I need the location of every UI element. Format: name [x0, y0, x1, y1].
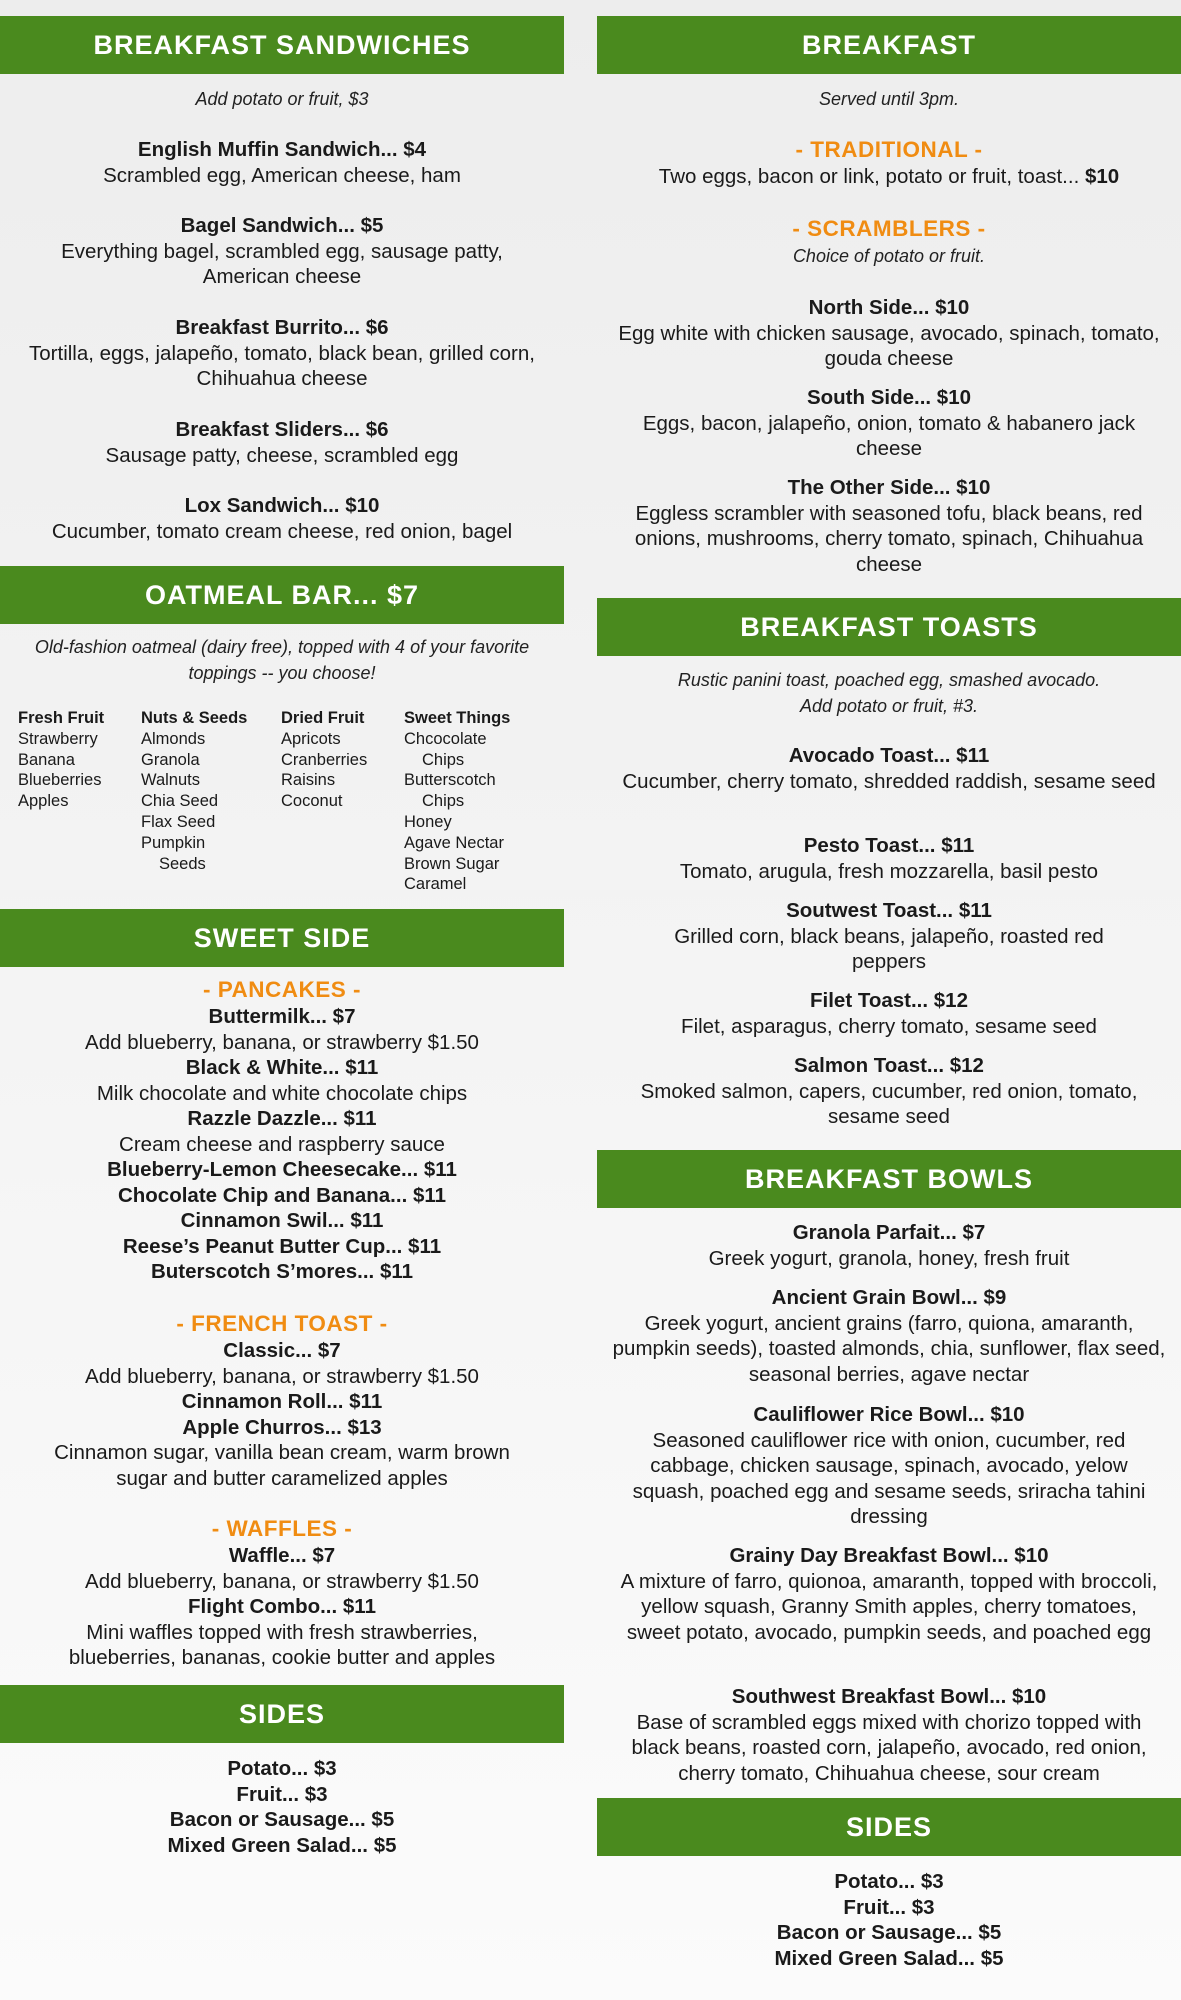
traditional-line: [597, 164, 1181, 190]
item-name: Cinnamon Roll... $11: [181, 1390, 383, 1413]
item-name: The Other Side... $10: [787, 476, 991, 499]
topping: Apples: [18, 792, 69, 811]
menu-item: [597, 988, 1181, 1039]
item-desc: Eggless scrambler with seasoned tofu, black beans, red onions, mushrooms, cherry tomato, spinach, Chihuahua cheese: [634, 501, 1144, 576]
item-name: Soutwest Toast... $11: [786, 899, 992, 922]
menu-item: [597, 833, 1181, 884]
topping: Seeds: [159, 854, 206, 873]
item-desc: Add blueberry, banana, or strawberry $1.50: [85, 1569, 479, 1593]
item-name: Chocolate Chip and Banana... $11: [117, 1183, 447, 1207]
topping: Coconut: [281, 792, 343, 811]
sides-header: [0, 1685, 564, 1743]
menu-item: [0, 315, 564, 392]
item-name: Flight Combo... $11: [188, 1595, 376, 1618]
item-desc: Cinnamon sugar, vanilla bean cream, warm brown sugar and butter caramelized apples: [54, 1441, 510, 1490]
item-name: Waffle... $7: [228, 1544, 336, 1567]
item-desc: Tortilla, eggs, jalapeño, tomato, black bean, grilled corn, Chihuahua cheese: [29, 341, 535, 390]
item-desc: Eggs, bacon, jalapeño, onion, tomato & habanero jack cheese: [642, 411, 1136, 460]
menu-item: [597, 1285, 1181, 1387]
breakfast-header: [597, 16, 1181, 74]
section-title: BREAKFAST SANDWICHES: [93, 29, 471, 60]
item-name: North Side... $10: [808, 296, 970, 319]
section-title: BREAKFAST TOASTS: [740, 611, 1038, 642]
item-desc: Scrambled egg, American cheese, ham: [103, 163, 461, 187]
menu-item: [0, 417, 564, 468]
topping: Brown Sugar: [404, 854, 500, 873]
section-title: BREAKFAST BOWLS: [745, 1163, 1033, 1194]
item-desc: Egg white with chicken sausage, avocado, spinach, tomato, gouda cheese: [618, 321, 1160, 370]
side-item: Bacon or Sausage... $5: [776, 1921, 1002, 1944]
item-name: Grainy Day Breakfast Bowl... $10: [729, 1544, 1049, 1567]
item-desc: Filet, asparagus, cherry tomato, sesame seed: [681, 1014, 1097, 1038]
section-title: SIDES: [845, 1811, 933, 1842]
toppings-fresh-fruit: [18, 708, 104, 812]
toppings-heading: Dried Fruit: [281, 709, 365, 727]
item-name: Salmon Toast... $12: [794, 1054, 984, 1077]
oatmeal-bar-header: [0, 566, 564, 624]
menu-item: [0, 493, 564, 544]
item-desc: Add blueberry, banana, or strawberry $1.50: [85, 1364, 479, 1388]
topping: Blueberries: [18, 771, 102, 790]
toppings-nuts-seeds: [141, 708, 247, 874]
side-item: Mixed Green Salad... $5: [774, 1946, 1004, 1970]
topping: Agave Nectar: [404, 833, 504, 852]
scramblers-note: Choice of potato or fruit.: [792, 246, 986, 266]
toasts-note: [597, 667, 1181, 719]
menu-item: [0, 213, 564, 290]
side-item: Potato... $3: [834, 1870, 944, 1893]
item-name: Breakfast Burrito... $6: [175, 316, 389, 339]
item-desc: Smoked salmon, capers, cucumber, red onion, tomato, sesame seed: [640, 1079, 1138, 1128]
oatmeal-note: Old-fashion oatmeal (dairy free), topped with 4 of your favorite toppings -- you choose!: [34, 637, 530, 683]
item-name: Bagel Sandwich... $5: [180, 214, 384, 237]
item-name: Southwest Breakfast Bowl... $10: [731, 1685, 1047, 1708]
menu-item: [597, 295, 1181, 372]
item-desc: Greek yogurt, ancient grains (farro, quiona, amaranth, pumpkin seeds), toasted almonds, chia, sunflower, flax seed, seasonal berries, agave nectar: [612, 1311, 1166, 1386]
item-name: Buttermilk... $7: [208, 1005, 356, 1028]
topping: Chips: [422, 750, 465, 769]
item-name: South Side... $10: [806, 386, 972, 409]
item-name: English Muffin Sandwich... $4: [137, 138, 427, 161]
breakfast-bowls-header: [597, 1150, 1181, 1208]
item-name: Razzle Dazzle... $11: [187, 1107, 377, 1130]
topping: Banana: [18, 750, 75, 769]
topping: Chips: [422, 792, 465, 811]
sides-header: [597, 1798, 1181, 1856]
breakfast-sandwiches-header: [0, 16, 564, 74]
item-desc: Sausage patty, cheese, scrambled egg: [105, 443, 459, 467]
item-desc: Grilled corn, black beans, jalapeño, roasted red peppers: [674, 924, 1104, 973]
menu-item: [597, 1220, 1181, 1271]
item-desc: Milk chocolate and white chocolate chips: [96, 1081, 468, 1105]
item-name: Black & White... $11: [185, 1056, 379, 1079]
sweet-side-header: [0, 909, 564, 967]
menu-item: [597, 1543, 1181, 1645]
menu-item: [597, 743, 1181, 794]
menu-item: [597, 898, 1181, 975]
item-desc: Mini waffles topped with fresh strawberries, blueberries, bananas, cookie butter and apples: [68, 1620, 496, 1669]
topping: Cranberries: [281, 750, 368, 769]
item-name: Filet Toast... $12: [810, 989, 968, 1012]
toppings-heading: Nuts & Seeds: [141, 709, 248, 727]
sides-list: [597, 1869, 1181, 1971]
topping: Caramel: [404, 875, 467, 894]
toppings-heading: Fresh Fruit: [18, 709, 105, 727]
menu-item: [597, 1684, 1181, 1786]
pancakes-title: - PANCAKES -: [202, 977, 362, 1002]
french-toast-block: [0, 1310, 564, 1491]
item-desc: Greek yogurt, granola, honey, fresh fruit: [708, 1246, 1070, 1270]
topping: Almonds: [141, 729, 206, 748]
item-name: Lox Sandwich... $10: [184, 494, 380, 517]
item-name: Granola Parfait... $7: [792, 1221, 986, 1244]
topping: Granola: [141, 750, 200, 769]
traditional-desc: Two eggs, bacon or link, potato or fruit, toast...: [658, 165, 1080, 188]
toasts-note-line: Rustic panini toast, poached egg, smashed avocado.: [677, 670, 1101, 690]
sides-list: [0, 1756, 564, 1858]
toppings-heading: Sweet Things: [404, 709, 511, 727]
item-desc: Add blueberry, banana, or strawberry $1.50: [85, 1030, 479, 1054]
side-item: Fruit... $3: [236, 1782, 328, 1806]
side-item: Bacon or Sausage... $5: [169, 1808, 395, 1831]
topping: Apricots: [281, 729, 341, 748]
item-desc: Cream cheese and raspberry sauce: [119, 1132, 445, 1156]
scramblers-block: [597, 215, 1181, 269]
item-desc: Seasoned cauliflower rice with onion, cucumber, red cabbage, chicken sausage, spinach, avocado, yelow squash, poached egg and sesame seeds, sriracha tahini dressing: [632, 1428, 1146, 1528]
topping: Flax Seed: [141, 812, 216, 831]
waffles-block: [0, 1515, 564, 1671]
item-desc: Cucumber, tomato cream cheese, red onion, bagel: [51, 519, 513, 543]
topping: Chcocolate: [404, 729, 487, 748]
pancakes-block: [0, 976, 564, 1285]
toppings-dried-fruit: [281, 708, 367, 812]
menu-item: [0, 137, 564, 188]
item-name: Cinnamon Swil... $11: [180, 1209, 384, 1232]
section-title: SWEET SIDE: [193, 922, 371, 953]
item-desc: Base of scrambled eggs mixed with chorizo topped with black beans, roasted corn, jalapeño, avocado, red onion, cherry tomato, Chihuahua cheese, sour cream: [631, 1710, 1147, 1785]
side-item: Fruit... $3: [843, 1895, 935, 1919]
item-name: Avocado Toast... $11: [788, 744, 990, 767]
waffles-title: - WAFFLES -: [211, 1516, 353, 1541]
traditional-price: $10: [1084, 165, 1120, 188]
item-desc: Everything bagel, scrambled egg, sausage patty, American cheese: [61, 239, 503, 288]
breakfast-toasts-header: [597, 598, 1181, 656]
side-item: Potato... $3: [227, 1757, 337, 1780]
sandwiches-note: Add potato or fruit, $3: [195, 89, 369, 109]
item-name: Blueberry-Lemon Cheesecake... $11: [107, 1158, 457, 1181]
item-desc: Cucumber, cherry tomato, shredded raddish, sesame seed: [622, 769, 1156, 793]
side-item: Mixed Green Salad... $5: [167, 1833, 397, 1857]
item-name: Buterscotch S’mores... $11: [150, 1260, 414, 1283]
menu-item: [597, 385, 1181, 462]
menu-item: [597, 475, 1181, 577]
item-desc: A mixture of farro, quionoa, amaranth, topped with broccoli, yellow squash, Granny Smith apples, cherry tomatoes, sweet potato, avocado, pumpkin seeds, and poached egg: [620, 1569, 1158, 1644]
item-name: Classic... $7: [223, 1339, 341, 1362]
topping: Strawberry: [18, 729, 98, 748]
section-title: BREAKFAST: [801, 29, 976, 60]
item-name: Breakfast Sliders... $6: [175, 418, 389, 441]
item-name: Pesto Toast... $11: [803, 834, 975, 857]
item-name: Reese’s Peanut Butter Cup... $11: [122, 1234, 442, 1258]
traditional-title: - TRADITIONAL -: [795, 137, 983, 162]
item-name: Ancient Grain Bowl... $9: [771, 1286, 1007, 1309]
traditional-block: [597, 136, 1181, 190]
menu-item: [597, 1402, 1181, 1530]
section-title: SIDES: [238, 1698, 326, 1729]
topping: Honey: [404, 812, 452, 831]
french-toast-title: - FRENCH TOAST -: [176, 1311, 388, 1336]
scramblers-title: - SCRAMBLERS -: [792, 216, 986, 241]
breakfast-note: Served until 3pm.: [818, 89, 960, 109]
item-name: Apple Churros... $13: [182, 1415, 382, 1439]
section-title: OATMEAL BAR... $7: [144, 579, 420, 610]
topping: Raisins: [281, 771, 336, 790]
toasts-note-line: Add potato or fruit, #3.: [799, 696, 979, 716]
topping: Butterscotch: [404, 771, 496, 790]
topping: Walnuts: [141, 771, 200, 790]
toppings-sweet-things: [404, 708, 510, 895]
topping: Pumpkin: [141, 833, 206, 852]
topping: Chia Seed: [141, 792, 219, 811]
menu-item: [597, 1053, 1181, 1130]
item-desc: Tomato, arugula, fresh mozzarella, basil pesto: [679, 859, 1099, 883]
item-name: Cauliflower Rice Bowl... $10: [753, 1403, 1025, 1426]
